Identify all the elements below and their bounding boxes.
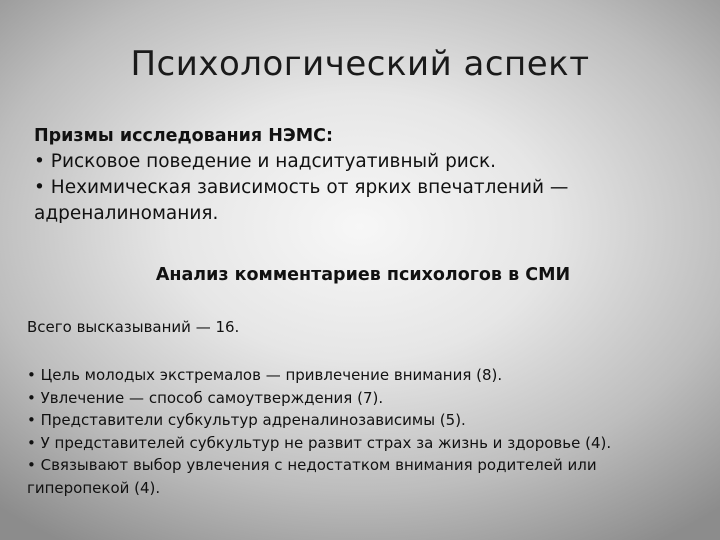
finding-item: • У представителей субкультур не развит страх за жизнь и здоровье (4). bbox=[27, 433, 612, 452]
findings-list bbox=[27, 364, 677, 499]
finding-item: • Увлечение — способ самоутверждения (7). bbox=[27, 388, 384, 407]
prisms-block bbox=[34, 123, 694, 227]
finding-item-continuation: гиперопекой (4). bbox=[27, 478, 161, 497]
prisms-item-continuation: адреналиномания. bbox=[34, 203, 219, 224]
finding-item: • Цель молодых экстремалов — привлечение внимания (8). bbox=[27, 366, 503, 384]
analysis-heading: Анализ комментариев психологов в СМИ bbox=[155, 265, 571, 285]
finding-item: • Связывают выбор увлечения с недостатком внимания родителей или bbox=[27, 456, 597, 474]
prisms-heading: Призмы исследования НЭМС: bbox=[34, 126, 333, 146]
prisms-item: • Рисковое поведение и надситуативный риск. bbox=[34, 151, 497, 172]
total-statements: Всего высказываний — 16. bbox=[27, 318, 240, 336]
finding-item: • Представители субкультур адреналинозависимы (5). bbox=[27, 411, 466, 429]
prisms-item: • Нехимическая зависимость от ярких впечатлений — bbox=[34, 177, 569, 198]
slide-title: Психологический аспект bbox=[130, 44, 590, 84]
